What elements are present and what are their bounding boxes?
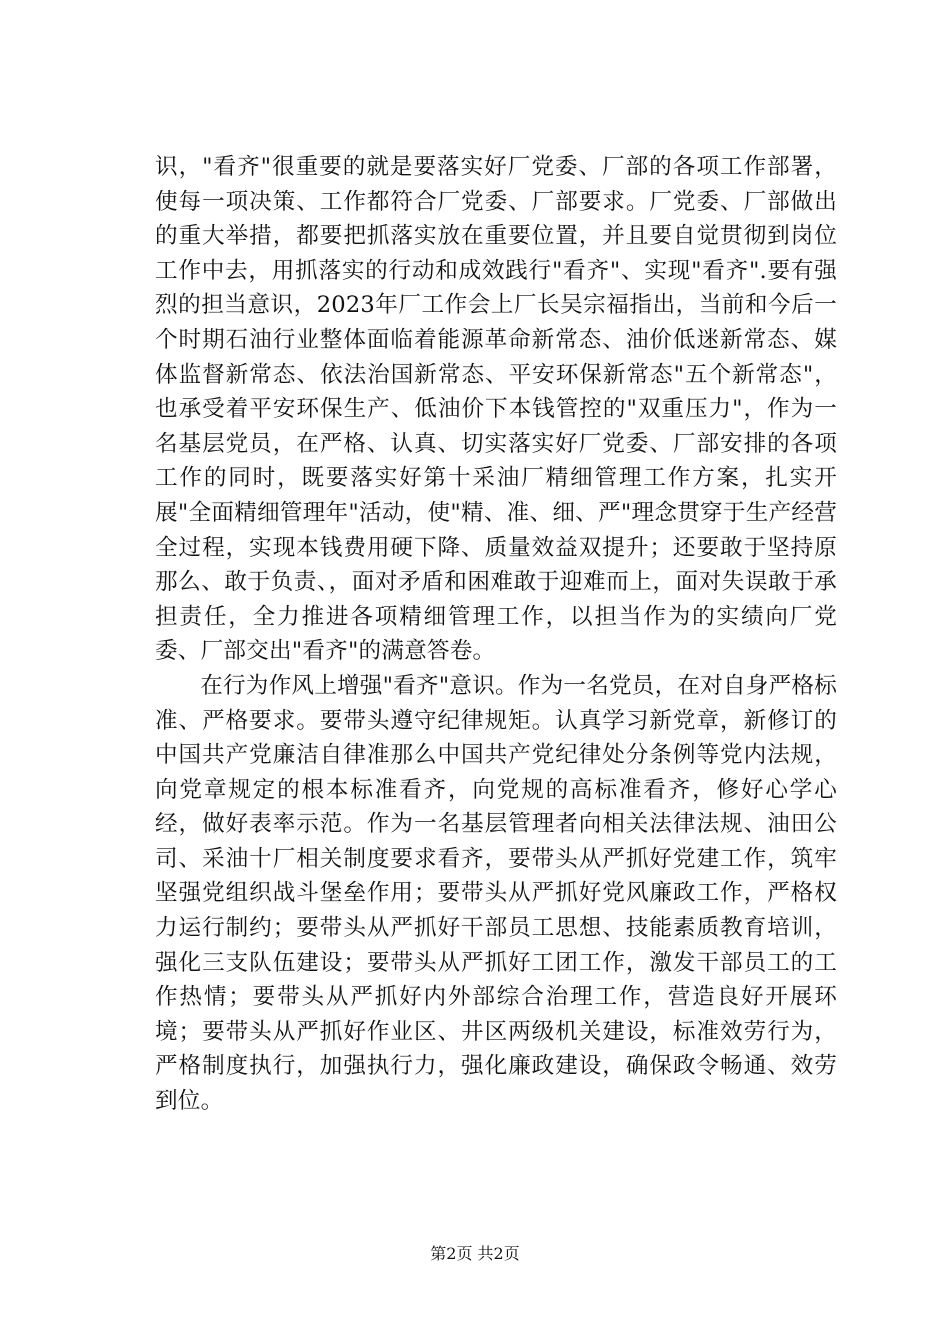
paragraph-conduct-alignment: 在行为作风上增强"看齐"意识。作为一名党员，在对自身严格标准、严格要求。要带头遵守纪律规矩。认真学习新党章，新修订的中国共产党廉洁自律准那么中国共产党纪律处分条例等党内法规，向党章规定的根本标准看齐，向党规的高标准看齐，修好心学心经，做好表率示范。作为一名基层管理者向相关法律法规、油田公司、采油十厂相关制度要求看齐，要带头从严抓好党建工作，筑牢坚强党组织战斗堡垒作用；要带头从严抓好党风廉政工作，严格权力运行制约；要带头从严抓好干部员工思想、技能素质教育培训，强化三支队伍建设；要带头从严抓好工团工作，激发干部员工的工作热情；要带头从严抓好内外部综合治理工作，营造良好开展环境；要带头从严抓好作业区、井区两级机关建设，标准效劳行为，严格制度执行，加强执行力，强化廉政建设，确保政令畅通、效劳到位。: [155, 672, 837, 1115]
paragraph-continuation: 识，"看齐"很重要的就是要落实好厂党委、厂部的各项工作部署，使每一项决策、工作都符合厂党委、厂部要求。厂党委、厂部做出的重大举措，都要把抓落实放在重要位置，并且要自觉贯彻到岗位工作中去，用抓落实的行动和成效践行"看齐"、实现"看齐".要有强烈的担当意识，2023年厂工作会上厂长吴宗福指出，当前和今后一个时期石油行业整体面临着能源革命新常态、油价低迷新常态、媒体监督新常态、依法治国新常态、平安环保新常态"五个新常态"，也承受着平安环保生产、低油价下本钱管控的"双重压力"，作为一名基层党员，在严格、认真、切实落实好厂党委、厂部安排的各项工作的同时，既要落实好第十采油厂精细管理工作方案，扎实开展"全面精细管理年"活动，使"精、准、细、严"理念贯穿于生产经营全过程，实现本钱费用硬下降、质量效益双提升；还要敢于坚持原那么、敢于负责、，面对矛盾和困难敢于迎难而上，面对失误敢于承担责任，全力推进各项精细管理工作，以担当作为的实绩向厂党委、厂部交出"看齐"的满意答卷。: [155, 154, 837, 665]
page-number-footer: 第2页 共2页: [430, 1244, 520, 1263]
document-body: [155, 150, 837, 1119]
